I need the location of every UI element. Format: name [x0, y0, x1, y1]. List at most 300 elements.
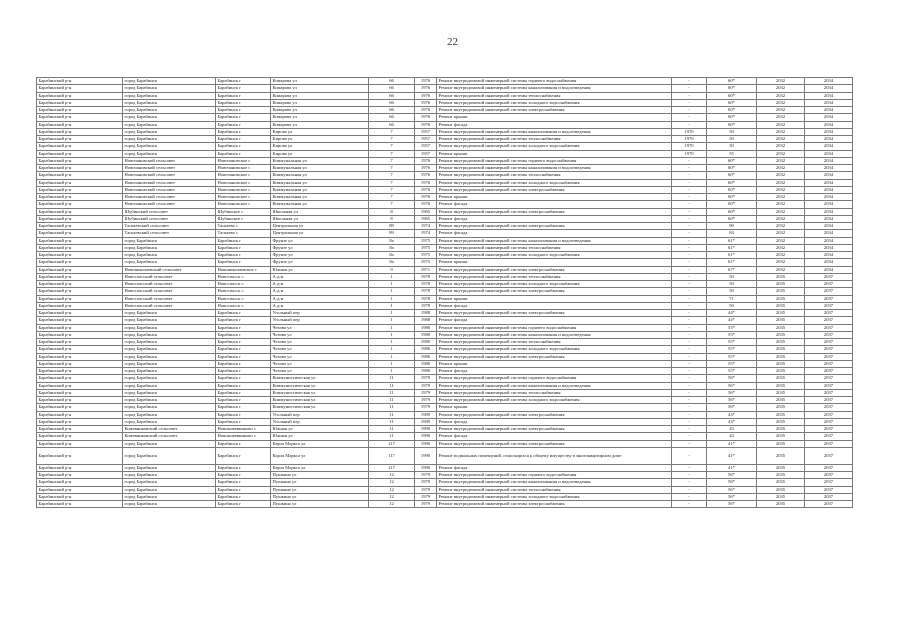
table-row — [37, 85, 853, 92]
cell-house-number: 8 — [369, 215, 415, 222]
cell-street: Карла Маркса ул — [271, 440, 369, 447]
cell-start-year: 2032 — [757, 230, 805, 237]
cell-settlement: Барабинск г — [216, 92, 271, 99]
cell-municipality: город Барабинск — [123, 252, 216, 259]
cell-build-year: 1965 — [415, 215, 437, 222]
cell-house-number: 11 — [369, 411, 415, 418]
cell-work-type: Ремонт крыши — [437, 360, 672, 367]
table-row — [37, 331, 853, 338]
cell-street: Пушкина ул — [271, 472, 369, 479]
cell-end-year: 2037 — [805, 472, 853, 479]
cell-wear-percent: 56* — [707, 404, 757, 411]
cell-wear-percent: 55 — [707, 150, 757, 157]
cell-start-year: 2032 — [757, 114, 805, 121]
cell-house-number: 7 — [369, 157, 415, 164]
cell-house-number: 11 — [369, 433, 415, 440]
cell-street: Кирова ул — [271, 136, 369, 143]
cell-street: Угольный пер — [271, 310, 369, 317]
table-row — [37, 346, 853, 353]
cell-wear-percent: 50 — [707, 288, 757, 295]
cell-build-year: 1979 — [415, 472, 437, 479]
cell-district: Барабинский р-н — [37, 331, 123, 338]
cell-work-type: Ремонт внутридомовой инженерной системы горячего водоснабжения — [437, 78, 672, 85]
cell-house-number: 1 — [369, 310, 415, 317]
cell-wear-percent: 61* — [707, 259, 757, 266]
cell-street: А.д-н — [271, 273, 369, 280]
cell-municipality: город Барабинск — [123, 136, 216, 143]
cell-start-year: 2035 — [757, 486, 805, 493]
cell-wear-percent: 60* — [707, 92, 757, 99]
cell-district: Барабинский р-н — [37, 447, 123, 464]
cell-wear-percent: 60* — [707, 157, 757, 164]
cell-house-number: 8а — [369, 259, 415, 266]
cell-start-year: 2035 — [757, 331, 805, 338]
table-row — [37, 128, 853, 135]
cell-work-type: Ремонт внутридомовой инженерной системы теплоснабжения — [437, 172, 672, 179]
cell-start-year: 2032 — [757, 99, 805, 106]
cell-start-year: 2032 — [757, 223, 805, 230]
cell-house-number: 11 — [369, 397, 415, 404]
cell-settlement: Барабинск г — [216, 447, 271, 464]
cell-settlement: Новочановское с — [216, 179, 271, 186]
cell-district: Барабинский р-н — [37, 302, 123, 309]
cell-district: Барабинский р-н — [37, 288, 123, 295]
cell-house-number: 1 — [369, 368, 415, 375]
cell-end-year: 2037 — [805, 426, 853, 433]
cell-last-repair-year: - — [672, 310, 707, 317]
cell-start-year: 2032 — [757, 121, 805, 128]
cell-house-number: 7 — [369, 150, 415, 157]
cell-build-year: 1957 — [415, 150, 437, 157]
cell-build-year: 1975 — [415, 252, 437, 259]
cell-start-year: 2035 — [757, 389, 805, 396]
table-row — [37, 215, 853, 222]
cell-start-year: 2035 — [757, 426, 805, 433]
cell-end-year: 2037 — [805, 310, 853, 317]
cell-work-type: Ремонт фасада — [437, 302, 672, 309]
cell-district: Барабинский р-н — [37, 353, 123, 360]
cell-district: Барабинский р-н — [37, 464, 123, 471]
cell-end-year: 2037 — [805, 375, 853, 382]
cell-wear-percent: 50 — [707, 302, 757, 309]
cell-wear-percent: 43 — [707, 433, 757, 440]
cell-work-type: Ремонт внутридомовой инженерной системы электроснабжения — [437, 426, 672, 433]
cell-municipality: Новоспасский сельсовет — [123, 281, 216, 288]
cell-municipality: город Барабинск — [123, 418, 216, 425]
cell-wear-percent: 55* — [707, 353, 757, 360]
cell-district: Барабинский р-н — [37, 92, 123, 99]
cell-last-repair-year: - — [672, 368, 707, 375]
cell-build-year: 1978 — [415, 302, 437, 309]
cell-municipality: город Барабинск — [123, 85, 216, 92]
table-row — [37, 353, 853, 360]
cell-work-type: Ремонт внутридомовой инженерной системы электроснабжения — [437, 353, 672, 360]
cell-build-year: 1978 — [415, 281, 437, 288]
cell-last-repair-year: - — [672, 464, 707, 471]
cell-house-number: 12 — [369, 493, 415, 500]
cell-wear-percent: 61* — [707, 252, 757, 259]
table-row — [37, 447, 853, 464]
cell-street: Школьная ул — [271, 208, 369, 215]
cell-settlement: Барабинск г — [216, 324, 271, 331]
cell-wear-percent: 41* — [707, 464, 757, 471]
cell-last-repair-year: - — [672, 244, 707, 251]
cell-work-type: Ремонт фасада — [437, 464, 672, 471]
table-row — [37, 464, 853, 471]
cell-house-number: 1 — [369, 346, 415, 353]
cell-last-repair-year: - — [672, 331, 707, 338]
cell-house-number: 1 — [369, 288, 415, 295]
cell-settlement: Барабинск г — [216, 353, 271, 360]
cell-work-type: Ремонт внутридомовой инженерной системы электроснабжения — [437, 107, 672, 114]
cell-district: Барабинский р-н — [37, 208, 123, 215]
cell-build-year: 1979 — [415, 397, 437, 404]
table-row — [37, 339, 853, 346]
cell-house-number: 1 — [369, 360, 415, 367]
cell-district: Барабинский р-н — [37, 501, 123, 508]
cell-house-number: 66 — [369, 107, 415, 114]
cell-last-repair-year: - — [672, 317, 707, 324]
cell-settlement: Таскаево с — [216, 230, 271, 237]
cell-build-year: 1974 — [415, 230, 437, 237]
cell-wear-percent: 55* — [707, 324, 757, 331]
cell-wear-percent: 60* — [707, 85, 757, 92]
table-row — [37, 382, 853, 389]
cell-build-year: 1975 — [415, 237, 437, 244]
cell-house-number: 11 — [369, 389, 415, 396]
cell-street: Коммунальная ул — [271, 172, 369, 179]
cell-municipality: город Барабинск — [123, 339, 216, 346]
cell-street: Кирова ул — [271, 143, 369, 150]
cell-district: Барабинский р-н — [37, 486, 123, 493]
cell-start-year: 2035 — [757, 375, 805, 382]
cell-street: Карла Маркса ул — [271, 447, 369, 464]
cell-district: Барабинский р-н — [37, 244, 123, 251]
cell-settlement: Барабинск г — [216, 440, 271, 447]
cell-last-repair-year: - — [672, 324, 707, 331]
cell-end-year: 2037 — [805, 288, 853, 295]
table-row — [37, 368, 853, 375]
table-row — [37, 252, 853, 259]
cell-street: Комарова ул — [271, 99, 369, 106]
cell-municipality: город Барабинск — [123, 397, 216, 404]
cell-build-year: 1980 — [415, 339, 437, 346]
cell-last-repair-year: - — [672, 501, 707, 508]
cell-street: Чехова ул — [271, 353, 369, 360]
table-row — [37, 194, 853, 201]
cell-district: Барабинский р-н — [37, 375, 123, 382]
cell-start-year: 2032 — [757, 208, 805, 215]
cell-last-repair-year: - — [672, 99, 707, 106]
cell-district: Барабинский р-н — [37, 114, 123, 121]
cell-district: Барабинский р-н — [37, 186, 123, 193]
cell-municipality: Новониколаевский сельсовет — [123, 266, 216, 273]
cell-wear-percent: 55* — [707, 339, 757, 346]
cell-start-year: 2035 — [757, 310, 805, 317]
table-row — [37, 472, 853, 479]
cell-district: Барабинский р-н — [37, 128, 123, 135]
cell-municipality: город Барабинск — [123, 99, 216, 106]
cell-last-repair-year: 1970 — [672, 143, 707, 150]
cell-wear-percent: 43* — [707, 418, 757, 425]
cell-street: Чехова ул — [271, 360, 369, 367]
table-row — [37, 114, 853, 121]
cell-district: Барабинский р-н — [37, 433, 123, 440]
cell-start-year: 2032 — [757, 150, 805, 157]
cell-build-year: 1976 — [415, 121, 437, 128]
cell-last-repair-year: - — [672, 186, 707, 193]
cell-end-year: 2034 — [805, 136, 853, 143]
cell-build-year: 1990 — [415, 433, 437, 440]
cell-street: Коммунистическая ул — [271, 389, 369, 396]
cell-wear-percent: 56* — [707, 389, 757, 396]
cell-build-year: 1975 — [415, 244, 437, 251]
cell-work-type: Ремонт внутридомовой инженерной системы электроснабжения — [437, 501, 672, 508]
cell-settlement: Новокожевниково с — [216, 433, 271, 440]
cell-work-type: Ремонт внутридомовой инженерной системы теплоснабжения — [437, 136, 672, 143]
cell-street: Фрунзе ул — [271, 252, 369, 259]
cell-start-year: 2035 — [757, 479, 805, 486]
cell-last-repair-year: - — [672, 411, 707, 418]
cell-municipality: город Барабинск — [123, 479, 216, 486]
cell-district: Барабинский р-н — [37, 317, 123, 324]
cell-start-year: 2035 — [757, 317, 805, 324]
cell-district: Барабинский р-н — [37, 179, 123, 186]
cell-wear-percent: 55* — [707, 331, 757, 338]
cell-last-repair-year: - — [672, 346, 707, 353]
cell-district: Барабинский р-н — [37, 418, 123, 425]
cell-house-number: 7 — [369, 186, 415, 193]
cell-build-year: 1976 — [415, 92, 437, 99]
cell-end-year: 2037 — [805, 464, 853, 471]
table-row — [37, 486, 853, 493]
cell-street: Центральная ул — [271, 230, 369, 237]
cell-build-year: 1976 — [415, 172, 437, 179]
cell-work-type: Ремонт внутридомовой инженерной системы теплоснабжения — [437, 486, 672, 493]
cell-street: Пушкина ул — [271, 501, 369, 508]
cell-house-number: 12 — [369, 479, 415, 486]
cell-house-number: 1 — [369, 295, 415, 302]
cell-last-repair-year: - — [672, 493, 707, 500]
cell-street: Угольный пер — [271, 317, 369, 324]
table-row — [37, 281, 853, 288]
cell-start-year: 2032 — [757, 85, 805, 92]
cell-last-repair-year: - — [672, 92, 707, 99]
cell-settlement: Барабинск г — [216, 331, 271, 338]
cell-settlement: Новоспасск с — [216, 288, 271, 295]
cell-end-year: 2034 — [805, 92, 853, 99]
cell-street: Комарова ул — [271, 121, 369, 128]
cell-last-repair-year: - — [672, 273, 707, 280]
cell-build-year: 1976 — [415, 107, 437, 114]
cell-district: Барабинский р-н — [37, 281, 123, 288]
cell-last-repair-year: - — [672, 382, 707, 389]
cell-end-year: 2034 — [805, 223, 853, 230]
cell-street: Южная ул — [271, 266, 369, 273]
table-row — [37, 259, 853, 266]
table-row — [37, 493, 853, 500]
cell-work-type: Ремонт крыши — [437, 114, 672, 121]
cell-district: Барабинский р-н — [37, 201, 123, 208]
cell-settlement: Новочановское с — [216, 172, 271, 179]
cell-district: Барабинский р-н — [37, 266, 123, 273]
cell-settlement: Барабинск г — [216, 78, 271, 85]
cell-district: Барабинский р-н — [37, 107, 123, 114]
cell-start-year: 2035 — [757, 302, 805, 309]
cell-district: Барабинский р-н — [37, 230, 123, 237]
cell-start-year: 2035 — [757, 472, 805, 479]
cell-house-number: 1 — [369, 317, 415, 324]
table-row — [37, 143, 853, 150]
cell-last-repair-year: - — [672, 281, 707, 288]
table-row — [37, 317, 853, 324]
cell-last-repair-year: - — [672, 259, 707, 266]
cell-wear-percent: 60* — [707, 186, 757, 193]
cell-build-year: 1976 — [415, 179, 437, 186]
cell-settlement: Барабинск г — [216, 339, 271, 346]
cell-municipality: город Барабинск — [123, 346, 216, 353]
cell-start-year: 2035 — [757, 501, 805, 508]
cell-district: Барабинский р-н — [37, 339, 123, 346]
cell-street: Чехова ул — [271, 339, 369, 346]
cell-build-year: 1980 — [415, 353, 437, 360]
cell-wear-percent: 55* — [707, 360, 757, 367]
cell-municipality: Таскаевский сельсовет — [123, 223, 216, 230]
cell-wear-percent: 50 — [707, 143, 757, 150]
cell-street: Комарова ул — [271, 85, 369, 92]
cell-district: Барабинский р-н — [37, 346, 123, 353]
cell-municipality: город Барабинск — [123, 472, 216, 479]
cell-end-year: 2037 — [805, 479, 853, 486]
cell-house-number: 1 — [369, 281, 415, 288]
cell-wear-percent: 56* — [707, 375, 757, 382]
cell-wear-percent: 60* — [707, 114, 757, 121]
cell-wear-percent: 44* — [707, 310, 757, 317]
table-row — [37, 186, 853, 193]
cell-build-year: 1976 — [415, 194, 437, 201]
cell-house-number: 8а — [369, 252, 415, 259]
cell-build-year: 1979 — [415, 479, 437, 486]
cell-build-year: 1957 — [415, 143, 437, 150]
cell-wear-percent: 60* — [707, 215, 757, 222]
cell-build-year: 1976 — [415, 165, 437, 172]
cell-build-year: 1989 — [415, 411, 437, 418]
cell-end-year: 2034 — [805, 172, 853, 179]
cell-end-year: 2037 — [805, 331, 853, 338]
cell-district: Барабинский р-н — [37, 99, 123, 106]
cell-work-type: Ремонт крыши — [437, 259, 672, 266]
cell-settlement: Барабинск г — [216, 150, 271, 157]
cell-end-year: 2034 — [805, 165, 853, 172]
cell-work-type: Ремонт внутридомовой инженерной системы электроснабжения — [437, 266, 672, 273]
cell-last-repair-year: - — [672, 266, 707, 273]
cell-house-number: 11 — [369, 426, 415, 433]
cell-start-year: 2035 — [757, 353, 805, 360]
cell-wear-percent: 60* — [707, 165, 757, 172]
cell-work-type: Ремонт внутридомовой инженерной системы канализования и водоотведения — [437, 165, 672, 172]
cell-last-repair-year: 1970 — [672, 150, 707, 157]
cell-start-year: 2032 — [757, 78, 805, 85]
cell-end-year: 2034 — [805, 201, 853, 208]
cell-end-year: 2037 — [805, 411, 853, 418]
cell-work-type: Ремонт подвальных помещений, относящихся к общему имуществу в многоквартирном доме — [437, 447, 672, 464]
cell-settlement: Новочановское с — [216, 201, 271, 208]
cell-work-type: Ремонт фасада — [437, 230, 672, 237]
cell-wear-percent: 41* — [707, 440, 757, 447]
cell-work-type: Ремонт внутридомовой инженерной системы электроснабжения — [437, 440, 672, 447]
cell-street: Коммунальная ул — [271, 157, 369, 164]
cell-build-year: 1975 — [415, 259, 437, 266]
page-number: 22 — [447, 36, 458, 48]
cell-build-year: 1976 — [415, 186, 437, 193]
cell-start-year: 2032 — [757, 194, 805, 201]
cell-start-year: 2035 — [757, 418, 805, 425]
cell-municipality: город Барабинск — [123, 121, 216, 128]
cell-end-year: 2034 — [805, 252, 853, 259]
table-row — [37, 273, 853, 280]
cell-wear-percent: 43* — [707, 411, 757, 418]
cell-work-type: Ремонт внутридомовой инженерной системы горячего водоснабжения — [437, 157, 672, 164]
cell-build-year: 1976 — [415, 99, 437, 106]
cell-municipality: город Барабинск — [123, 389, 216, 396]
cell-municipality: город Барабинск — [123, 501, 216, 508]
cell-municipality: город Барабинск — [123, 143, 216, 150]
cell-end-year: 2037 — [805, 501, 853, 508]
cell-work-type: Ремонт внутридомовой инженерной системы канализования и водоотведения — [437, 331, 672, 338]
cell-end-year: 2034 — [805, 237, 853, 244]
table-row — [37, 208, 853, 215]
cell-work-type: Ремонт крыши — [437, 404, 672, 411]
cell-settlement: Барабинск г — [216, 121, 271, 128]
cell-house-number: 117 — [369, 464, 415, 471]
cell-end-year: 2034 — [805, 157, 853, 164]
cell-end-year: 2037 — [805, 486, 853, 493]
cell-wear-percent: 60* — [707, 194, 757, 201]
cell-work-type: Ремонт внутридомовой инженерной системы холодного водоснабжения — [437, 252, 672, 259]
cell-municipality: город Барабинск — [123, 237, 216, 244]
cell-build-year: 1979 — [415, 375, 437, 382]
cell-street: Коммунистическая ул — [271, 382, 369, 389]
cell-municipality: город Барабинск — [123, 78, 216, 85]
cell-build-year: 1980 — [415, 331, 437, 338]
cell-street: Фрунзе ул — [271, 244, 369, 251]
cell-district: Барабинский р-н — [37, 411, 123, 418]
cell-house-number: 7 — [369, 128, 415, 135]
table-row — [37, 99, 853, 106]
cell-municipality: Шубинский сельсовет — [123, 215, 216, 222]
cell-district: Барабинский р-н — [37, 273, 123, 280]
cell-district: Барабинский р-н — [37, 426, 123, 433]
cell-district: Барабинский р-н — [37, 440, 123, 447]
cell-district: Барабинский р-н — [37, 382, 123, 389]
cell-start-year: 2035 — [757, 411, 805, 418]
cell-start-year: 2035 — [757, 382, 805, 389]
cell-house-number: 12 — [369, 486, 415, 493]
cell-municipality: Новочановский сельсовет — [123, 179, 216, 186]
cell-district: Барабинский р-н — [37, 259, 123, 266]
cell-settlement: Барабинск г — [216, 99, 271, 106]
cell-start-year: 2032 — [757, 128, 805, 135]
cell-work-type: Ремонт фасада — [437, 121, 672, 128]
cell-end-year: 2037 — [805, 433, 853, 440]
cell-settlement: Барабинск г — [216, 493, 271, 500]
cell-house-number: 7 — [369, 165, 415, 172]
cell-street: Чехова ул — [271, 368, 369, 375]
table-row — [37, 92, 853, 99]
cell-work-type: Ремонт внутридомовой инженерной системы теплоснабжения — [437, 273, 672, 280]
cell-settlement: Барабинск г — [216, 479, 271, 486]
table-row — [37, 295, 853, 302]
